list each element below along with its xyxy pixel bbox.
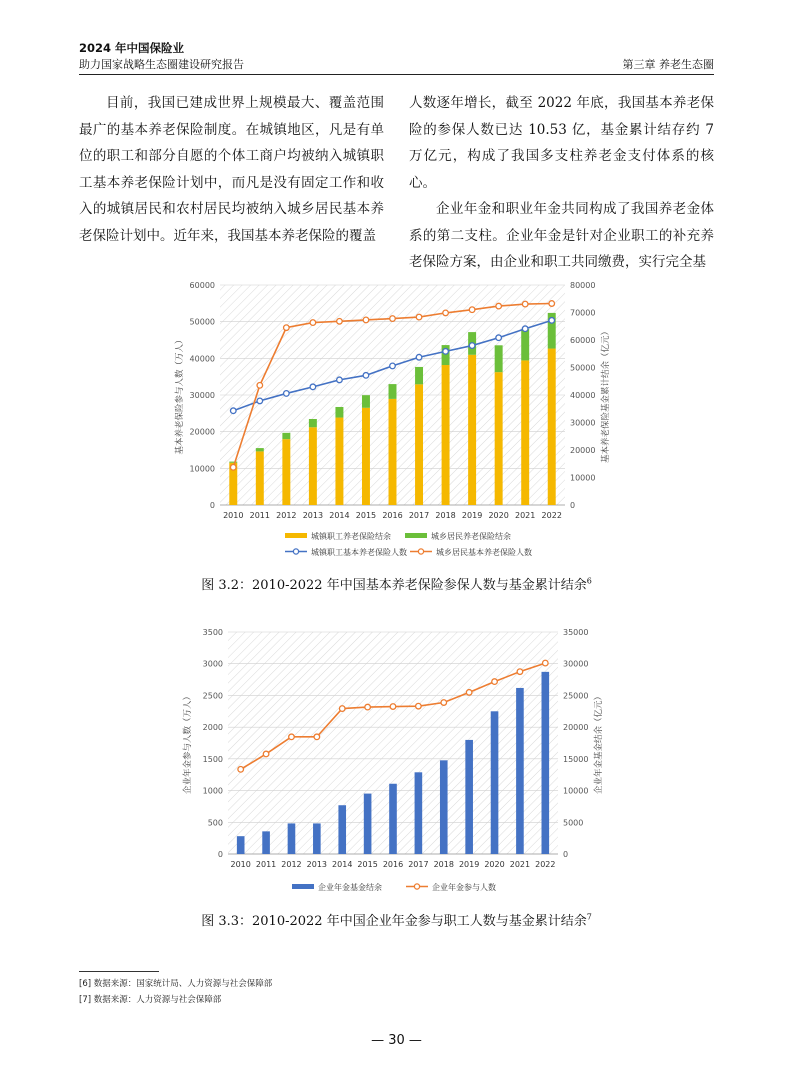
- bar: [465, 740, 473, 854]
- body-paragraph: 企业年金和职业年金共同构成了我国养老金体系的第二支柱。企业年金是针对企业职工的补充养老保险方案，由企业和职工共同缴费，实行完全基: [409, 201, 714, 270]
- y2-tick-label: 30000: [563, 659, 589, 669]
- bar: [389, 384, 397, 399]
- y-tick-label: 3500: [202, 628, 223, 637]
- bar: [364, 794, 372, 854]
- y2-tick-label: 40000: [570, 391, 596, 400]
- y2-tick-label: 5000: [563, 818, 584, 828]
- y2-tick-label: 50000: [570, 363, 596, 373]
- line-point: [522, 326, 528, 332]
- y-tick-label: 0: [217, 850, 223, 859]
- x-tick-label: 2011: [255, 860, 277, 869]
- x-tick-label: 2016: [382, 511, 403, 520]
- y-tick-label: 1000: [202, 786, 223, 796]
- bar: [256, 448, 264, 451]
- report-subtitle: 助力国家战略生态圈建设研究报告: [79, 58, 244, 71]
- bar: [362, 408, 370, 505]
- line-point: [365, 704, 371, 710]
- y-tick-label: 500: [207, 818, 223, 828]
- bar: [338, 805, 346, 854]
- line-point: [284, 391, 290, 397]
- y2-tick-label: 10000: [570, 473, 596, 483]
- x-tick-label: 2012: [281, 860, 302, 869]
- report-title: 2024 年中国保险业: [79, 41, 185, 55]
- bar: [262, 831, 270, 854]
- line-point: [363, 317, 369, 323]
- x-tick-label: 2016: [382, 860, 404, 869]
- y2-tick-label: 10000: [563, 786, 589, 796]
- bar: [237, 836, 245, 854]
- y2-tick-label: 0: [563, 850, 569, 859]
- x-tick-label: 2018: [435, 511, 456, 520]
- x-tick-label: 2020: [488, 511, 509, 520]
- line-point: [443, 349, 449, 355]
- x-tick-label: 2018: [433, 860, 454, 869]
- bar: [415, 772, 423, 854]
- body-paragraph: 目前，我国已建成世界上规模最大、覆盖范围最广的基本养老保险制度。在城镇地区，凡是有单位的职工和部分自愿的个体工商户均被纳入城镇职工基本养老保险计划中，而凡是没有固定工作和收入的城镇居民和农村居民均被纳入城乡居民基本养老保险计划中。近年来，我国基本养老保险的覆盖: [79, 95, 384, 244]
- pension-chart: [170, 272, 611, 572]
- bar: [440, 760, 448, 854]
- line-point: [337, 377, 343, 383]
- bar: [282, 439, 290, 505]
- y-tick-label: 60000: [189, 281, 215, 290]
- bar: [548, 349, 556, 505]
- y2-tick-label: 20000: [570, 446, 596, 455]
- line-point: [284, 325, 290, 331]
- bar: [516, 688, 524, 854]
- legend-swatch: [292, 884, 314, 889]
- bar: [309, 419, 317, 427]
- line-point: [337, 318, 343, 324]
- body-column-right: [409, 90, 714, 276]
- bar: [309, 427, 317, 505]
- line-point: [496, 303, 502, 309]
- bar: [521, 360, 529, 505]
- line-point: [416, 314, 422, 320]
- legend-swatch-marker: [414, 884, 419, 889]
- legend-label: 企业年金参与人数: [432, 883, 496, 892]
- body-column-left: [79, 90, 384, 249]
- line-point: [263, 751, 269, 757]
- bar: [468, 355, 476, 505]
- x-tick-label: 2012: [276, 511, 297, 520]
- figure-caption-3-2: [0, 574, 793, 593]
- x-tick-label: 2022: [541, 511, 562, 520]
- x-tick-label: 2014: [329, 511, 350, 520]
- bar: [313, 823, 321, 854]
- y-tick-label: 1500: [202, 754, 223, 764]
- bar: [256, 451, 264, 505]
- x-tick-label: 2019: [461, 511, 483, 520]
- y-tick-label: 3000: [202, 659, 223, 669]
- y2-axis-title: 企业年金基金结余（亿元）: [594, 691, 604, 795]
- y2-tick-label: 20000: [563, 723, 589, 733]
- bar: [288, 823, 296, 854]
- bar: [415, 384, 423, 505]
- y2-tick-label: 0: [570, 501, 576, 510]
- x-tick-label: 2010: [230, 860, 251, 869]
- line-point: [314, 734, 320, 740]
- bar: [282, 433, 290, 439]
- line-point: [469, 343, 475, 349]
- bar: [415, 367, 423, 384]
- x-tick-label: 2019: [458, 860, 480, 869]
- bar: [335, 418, 343, 505]
- line-point: [257, 383, 263, 389]
- legend-label: 城乡居民基本养老保险人数: [436, 548, 532, 557]
- figure-caption-3-3: [0, 910, 793, 929]
- line-point: [289, 734, 295, 740]
- line-point: [390, 704, 396, 710]
- line-point: [339, 706, 345, 712]
- footnote-7: [7] 数据来源：人力资源与社会保障部: [79, 995, 222, 1005]
- footnote-ref: 7: [586, 912, 592, 922]
- x-tick-label: 2017: [408, 860, 429, 869]
- y2-tick-label: 80000: [570, 281, 596, 290]
- bar: [389, 399, 397, 505]
- legend-label: 企业年金基金结余: [318, 883, 382, 892]
- y2-tick-label: 30000: [570, 418, 596, 428]
- line-point: [390, 316, 396, 322]
- caption-text: 图 3.2：2010-2022 年中国基本养老保险参保人数与基金累计结余: [201, 578, 587, 593]
- bar: [491, 711, 499, 854]
- legend-swatch-marker: [418, 549, 423, 554]
- chapter-label: 第三章 养老生态圈: [622, 58, 714, 71]
- y-tick-label: 50000: [189, 317, 215, 327]
- line-point: [466, 690, 472, 696]
- legend-label: 城乡居民养老保险结余: [431, 532, 511, 541]
- line-point: [310, 320, 316, 326]
- line-point: [443, 310, 449, 316]
- x-tick-label: 2013: [306, 860, 328, 869]
- footnote-6: [6] 数据来源：国家统计局、人力资源与社会保障部: [79, 979, 273, 989]
- y-tick-label: 2000: [202, 723, 223, 733]
- y2-tick-label: 15000: [563, 754, 589, 764]
- y2-tick-label: 60000: [570, 336, 596, 345]
- page-number: — 30 —: [371, 1033, 422, 1048]
- bar: [362, 395, 370, 408]
- y-tick-label: 0: [209, 501, 215, 510]
- y-axis-title: 基本养老保险参与人数（万人）: [175, 335, 185, 455]
- line-point: [549, 318, 555, 324]
- x-tick-label: 2014: [332, 860, 353, 869]
- legend-label: 城镇职工养老保险结余: [311, 532, 391, 541]
- bar: [389, 784, 397, 854]
- line-point: [492, 679, 498, 685]
- line-point: [257, 398, 263, 404]
- legend-swatch: [405, 533, 427, 538]
- legend-swatch: [285, 533, 307, 538]
- y2-tick-label: 35000: [563, 628, 589, 637]
- legend-label: 城镇职工基本养老保险人数: [311, 548, 407, 557]
- x-tick-label: 2021: [515, 511, 536, 520]
- y-tick-label: 30000: [189, 391, 215, 400]
- line-point: [543, 660, 549, 666]
- line-point: [230, 465, 236, 471]
- x-tick-label: 2011: [249, 511, 270, 520]
- line-point: [310, 384, 316, 390]
- x-tick-label: 2017: [408, 511, 430, 520]
- enterprise-annuity-chart: [170, 622, 604, 897]
- x-tick-label: 2013: [302, 511, 324, 520]
- y-tick-label: 10000: [189, 464, 215, 474]
- legend-swatch-marker: [293, 549, 298, 554]
- line-point: [549, 301, 555, 307]
- x-tick-label: 2021: [509, 860, 531, 869]
- y-axis-title: 企业年金参与人数（万人）: [183, 691, 193, 795]
- header-divider: [79, 74, 714, 75]
- line-point: [469, 307, 475, 313]
- caption-text: 图 3.3：2010-2022 年中国企业年金参与职工人数与基金累计结余: [201, 914, 587, 929]
- line-point: [416, 703, 422, 709]
- y2-axis-title: 基本养老保险基金累计结余（亿元）: [601, 326, 611, 464]
- x-tick-label: 2015: [355, 511, 377, 520]
- x-tick-label: 2010: [223, 511, 244, 520]
- line-point: [441, 700, 447, 706]
- x-tick-label: 2015: [357, 860, 378, 869]
- line-point: [517, 669, 523, 675]
- footnote-divider: [79, 971, 159, 972]
- bar: [495, 345, 503, 372]
- x-tick-label: 2022: [535, 860, 556, 869]
- line-point: [496, 335, 502, 341]
- line-point: [522, 301, 528, 307]
- y-tick-label: 2500: [202, 691, 223, 701]
- bar: [442, 365, 450, 505]
- bar: [521, 329, 529, 360]
- y2-tick-label: 25000: [563, 691, 589, 701]
- line-point: [363, 373, 369, 379]
- bar: [495, 372, 503, 505]
- line-point: [416, 354, 422, 360]
- line-point: [238, 767, 244, 773]
- line-point: [230, 408, 236, 414]
- y-tick-label: 20000: [189, 427, 215, 437]
- y2-tick-label: 70000: [570, 308, 596, 318]
- x-tick-label: 2020: [484, 860, 505, 869]
- line-point: [390, 363, 396, 369]
- y-tick-label: 40000: [189, 354, 215, 364]
- bar: [542, 672, 550, 854]
- body-paragraph: 人数逐年增长，截至 2022 年底，我国基本养老保险的参保人数已达 10.53 亿，基金累计结存约 7 万亿元，构成了我国多支柱养老金支付体系的核心。: [409, 95, 714, 191]
- bar: [229, 462, 237, 463]
- footnote-ref: 6: [586, 576, 592, 586]
- bar: [335, 407, 343, 418]
